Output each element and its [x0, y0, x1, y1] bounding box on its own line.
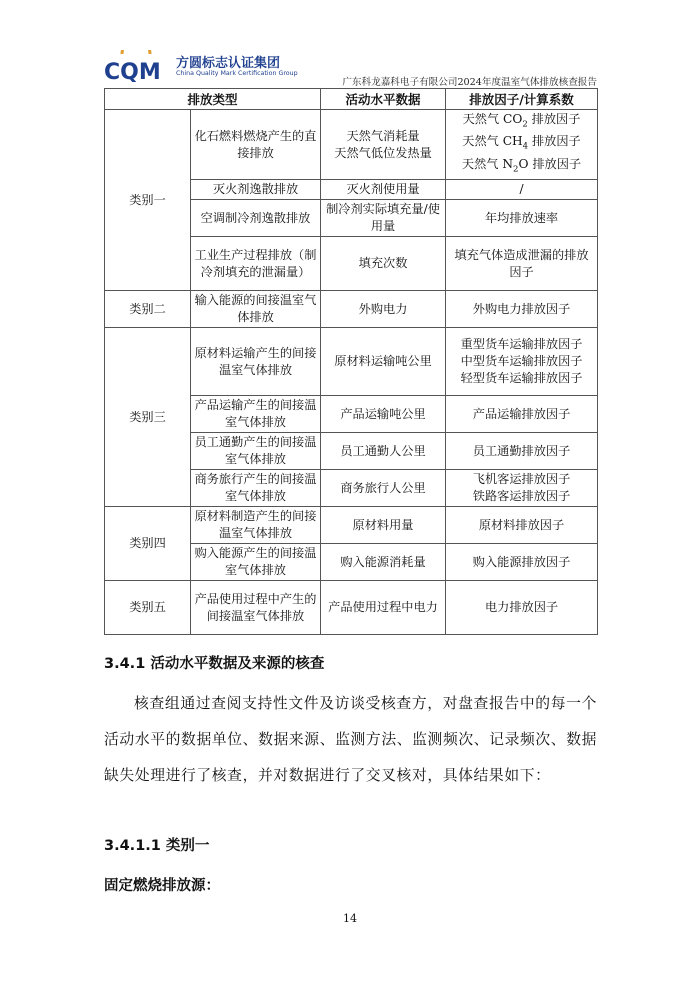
activity-cell: 购入能源消耗量	[321, 544, 446, 581]
emission-type-cell: 员工通勤产生的间接温室气体排放	[191, 433, 321, 470]
factor-cell	[446, 328, 598, 396]
activity-cell: 灭火剂使用量	[321, 180, 446, 200]
emission-type-cell: 产品使用过程中产生的间接温室气体排放	[191, 581, 321, 635]
header-emission-type: 排放类型	[105, 89, 321, 110]
activity-line: 天然气低位发热量	[334, 145, 432, 160]
emission-type-cell: 工业生产过程排放（制冷剂填充的泄漏量）	[191, 237, 321, 291]
table-row	[105, 507, 598, 544]
category-cell: 类别三	[105, 328, 191, 507]
activity-cell: 填充次数	[321, 237, 446, 291]
activity-line: 天然气消耗量	[346, 128, 420, 143]
emission-type-cell: 原材料制造产生的间接温室气体排放	[191, 507, 321, 544]
emission-type-cell: 原材料运输产生的间接温室气体排放	[191, 328, 321, 396]
table-row	[105, 110, 598, 180]
logo-chinese-name: 方圆标志认证集团	[176, 56, 281, 71]
header-emission-factor: 排放因子/计算系数	[446, 89, 598, 110]
body-paragraph	[104, 686, 597, 794]
emission-source-table	[104, 88, 598, 635]
section-heading-3-4-1: 3.4.1 活动水平数据及来源的核查	[104, 656, 325, 672]
factor-cell	[446, 110, 598, 180]
emission-type-cell: 购入能源产生的间接温室气体排放	[191, 544, 321, 581]
cqm-logo-icon	[104, 50, 170, 82]
cqm-logo	[104, 50, 304, 82]
table-row	[105, 291, 598, 328]
report-title: 广东科龙嘉科电子有限公司2024年度温室气体排放核查报告	[342, 77, 597, 88]
activity-cell: 制冷剂实际填充量/使用量	[321, 200, 446, 237]
table-row	[105, 581, 598, 635]
factor-cell	[446, 470, 598, 507]
page-number: 14	[343, 912, 357, 925]
factor-line: 天然气 $N_2O$ 排放因子	[461, 156, 582, 175]
factor-cell: 填充气体造成泄漏的排放因子	[446, 237, 598, 291]
factor-cell: 员工通勤排放因子	[446, 433, 598, 470]
activity-cell: 员工通勤人公里	[321, 433, 446, 470]
activity-cell	[321, 110, 446, 180]
subheading-fixed-combustion: 固定燃烧排放源：	[104, 878, 220, 894]
factor-cell: 原材料排放因子	[446, 507, 598, 544]
factor-cell: 年均排放速率	[446, 200, 598, 237]
factor-line: 铁路客运排放因子	[472, 489, 571, 504]
factor-cell: 购入能源排放因子	[446, 544, 598, 581]
activity-cell: 原材料运输吨公里	[321, 328, 446, 396]
factor-cell: /	[446, 180, 598, 200]
emission-type-cell: 化石燃料燃烧产生的直接排放	[191, 110, 321, 180]
logo-letters: CQM	[104, 60, 161, 82]
activity-cell: 产品使用过程中电力	[321, 581, 446, 635]
category-cell: 类别二	[105, 291, 191, 328]
factor-line: 飞机客运排放因子	[472, 472, 571, 487]
table-row	[105, 328, 598, 396]
emission-type-cell: 输入能源的间接温室气体排放	[191, 291, 321, 328]
activity-cell: 原材料用量	[321, 507, 446, 544]
emission-type-cell: 空调制冷剂逸散排放	[191, 200, 321, 237]
section-heading-3-4-1-1: 3.4.1.1 类别一	[104, 838, 210, 854]
factor-cell: 电力排放因子	[446, 581, 598, 635]
page-header	[0, 0, 700, 92]
factor-line: 重型货车运输排放因子	[460, 337, 583, 352]
activity-cell: 产品运输吨公里	[321, 396, 446, 433]
body-paragraph-text: 核查组通过查阅支持性文件及访谈受核查方，对盘查报告中的每一个活动水平的数据单位、数据来源、监测方法、监测频次、记录频次、数据缺失处理进行了核查，并对数据进行了交叉核对，具体结果如下：	[104, 695, 597, 784]
factor-line: 中型货车运输排放因子	[460, 354, 583, 369]
emission-type-cell: 灭火剂逸散排放	[191, 180, 321, 200]
category-cell: 类别五	[105, 581, 191, 635]
logo-english-name: China Quality Mark Certification Group	[176, 70, 298, 77]
factor-line: 轻型货车运输排放因子	[460, 371, 583, 386]
header-activity-data: 活动水平数据	[321, 89, 446, 110]
factor-line: 天然气 $CH_4$ 排放因子	[462, 134, 581, 152]
activity-cell: 外购电力	[321, 291, 446, 328]
emission-type-cell: 产品运输产生的间接温室气体排放	[191, 396, 321, 433]
table-header-row	[105, 89, 598, 110]
category-cell: 类别四	[105, 507, 191, 581]
emission-type-cell: 商务旅行产生的间接温室气体排放	[191, 470, 321, 507]
factor-line: 天然气 $CO_2$ 排放因子	[462, 112, 581, 130]
factor-cell: 产品运输排放因子	[446, 396, 598, 433]
activity-cell: 商务旅行人公里	[321, 470, 446, 507]
factor-cell: 外购电力排放因子	[446, 291, 598, 328]
category-cell: 类别一	[105, 110, 191, 291]
